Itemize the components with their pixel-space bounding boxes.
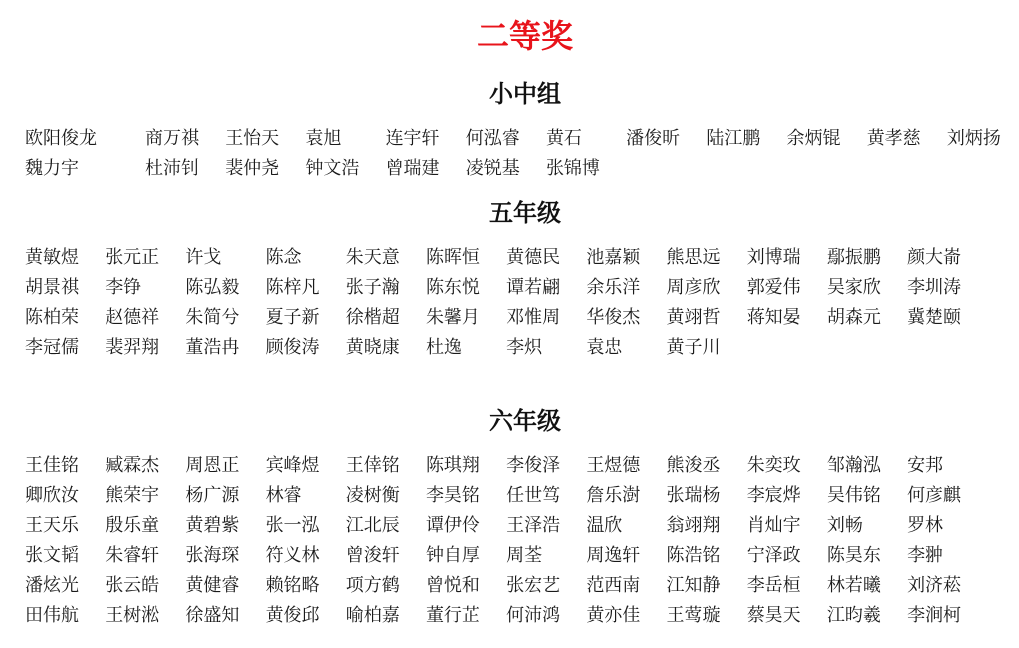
name-item: 蒋知晏 <box>746 307 801 328</box>
name-item: 黄碧紫 <box>185 515 240 536</box>
group-heading-small-middle: 小中组 <box>489 79 561 108</box>
name-item: 黄俊邱 <box>265 605 320 626</box>
name-item: 吴伟铭 <box>826 485 881 506</box>
name-item: 黄健睿 <box>185 575 240 596</box>
name-item: 董行芷 <box>425 605 480 626</box>
name-item: 卿欣汝 <box>25 485 79 506</box>
name-item: 殷乐童 <box>105 515 160 536</box>
name-item: 熊思远 <box>666 247 721 268</box>
name-item: 王佳铭 <box>25 455 79 476</box>
name-item: 胡景祺 <box>25 277 79 298</box>
name-item: 朱馨月 <box>425 307 480 328</box>
name-item: 罗林 <box>907 515 944 536</box>
name-item: 郭爱伟 <box>746 277 801 298</box>
name-item: 凌锐基 <box>465 158 520 179</box>
name-item: 蔡昊天 <box>746 605 801 626</box>
page-title: 二等奖 <box>476 17 573 55</box>
name-item: 黄亦佳 <box>586 605 641 626</box>
name-item: 张文韬 <box>25 545 79 566</box>
name-item: 项方鹤 <box>345 575 400 596</box>
name-item: 林若曦 <box>826 575 881 596</box>
name-item: 臧霖杰 <box>105 455 160 476</box>
name-item: 颜大嵛 <box>907 247 962 268</box>
name-item: 夏子新 <box>265 307 320 328</box>
name-item: 陈东悦 <box>425 277 480 298</box>
name-item: 吴家欣 <box>826 277 881 298</box>
name-item: 谭若翩 <box>506 277 561 298</box>
name-item: 王煜德 <box>586 455 641 476</box>
name-item: 田伟航 <box>25 605 79 626</box>
name-item: 何泓睿 <box>465 128 520 149</box>
name-item: 李冠儒 <box>25 337 79 358</box>
name-item: 任世笃 <box>506 485 561 506</box>
name-item: 袁旭 <box>305 128 342 149</box>
name-item: 王怡天 <box>225 128 280 149</box>
name-item: 黄敏煜 <box>25 247 79 268</box>
name-item: 刘畅 <box>826 515 863 536</box>
name-item: 陈浩铭 <box>666 545 721 566</box>
name-grid-grade-5 <box>25 243 987 363</box>
name-item: 江知静 <box>666 575 721 596</box>
name-item: 张子瀚 <box>345 277 400 298</box>
name-item: 安邦 <box>907 455 944 476</box>
name-item: 熊浚丞 <box>666 455 721 476</box>
name-item: 陈梓凡 <box>265 277 320 298</box>
name-item: 黄翊哲 <box>666 307 721 328</box>
name-item: 符义林 <box>265 545 320 566</box>
name-item: 余炳锟 <box>786 128 841 149</box>
name-item: 陈柏荣 <box>25 307 79 328</box>
name-item: 王泽浩 <box>506 515 561 536</box>
name-item: 胡森元 <box>826 307 881 328</box>
name-item: 张元正 <box>105 247 160 268</box>
name-item: 喻柏嘉 <box>345 605 400 626</box>
name-item: 朱天意 <box>345 247 400 268</box>
name-item: 陆江鹏 <box>706 128 761 149</box>
name-item: 周荃 <box>506 545 543 566</box>
name-item: 王天乐 <box>25 515 79 536</box>
name-item: 刘炳扬 <box>946 128 1001 149</box>
name-item: 温欣 <box>586 515 623 536</box>
name-item: 杜逸 <box>425 337 462 358</box>
name-item: 李昊铭 <box>425 485 480 506</box>
name-item: 肖灿宇 <box>746 515 801 536</box>
name-item: 凌树衡 <box>345 485 400 506</box>
name-item: 曾浚轩 <box>345 545 400 566</box>
name-item: 杨广源 <box>185 485 240 506</box>
name-item: 黄晓康 <box>345 337 400 358</box>
name-item: 杜沛钊 <box>145 158 199 179</box>
name-item: 陈晖恒 <box>425 247 480 268</box>
name-item: 江昀羲 <box>826 605 881 626</box>
name-item: 王树淞 <box>105 605 160 626</box>
name-item: 谭伊伶 <box>425 515 480 536</box>
name-item: 张云皓 <box>105 575 160 596</box>
name-item: 顾俊涛 <box>265 337 320 358</box>
name-item: 张宏艺 <box>506 575 561 596</box>
name-item: 周逸轩 <box>586 545 641 566</box>
name-item: 李宸烨 <box>746 485 801 506</box>
name-item: 李俊泽 <box>506 455 561 476</box>
name-item: 张海琛 <box>185 545 240 566</box>
name-item: 王倖铭 <box>345 455 400 476</box>
name-item: 陈昊东 <box>826 545 881 566</box>
name-item: 张瑞杨 <box>666 485 721 506</box>
name-item: 潘炫光 <box>25 575 79 596</box>
name-item: 朱简兮 <box>185 307 240 328</box>
name-item: 翁翊翔 <box>666 515 721 536</box>
name-item: 商万祺 <box>145 128 199 149</box>
name-item: 邹瀚泓 <box>826 455 881 476</box>
name-item: 王莺璇 <box>666 605 721 626</box>
name-item: 鄢振鹏 <box>826 247 881 268</box>
name-item: 许戈 <box>185 247 222 268</box>
name-item: 李岳桓 <box>746 575 801 596</box>
name-item: 李翀 <box>907 545 944 566</box>
name-item: 范西南 <box>586 575 641 596</box>
name-item: 曾悦和 <box>425 575 480 596</box>
name-item: 袁忠 <box>586 337 623 358</box>
name-item: 冀楚颐 <box>907 307 962 328</box>
name-item: 何彦麒 <box>907 485 962 506</box>
name-item: 余乐洋 <box>586 277 641 298</box>
name-item: 黄德民 <box>506 247 561 268</box>
name-item: 潘俊昕 <box>626 128 681 149</box>
name-item: 邓惟周 <box>506 307 561 328</box>
name-item: 赖铭略 <box>265 575 320 596</box>
name-item: 魏力宇 <box>25 158 79 179</box>
name-grid-small-middle <box>25 124 1019 184</box>
name-item: 林睿 <box>265 485 302 506</box>
name-item: 李涧柯 <box>907 605 962 626</box>
name-item: 江北辰 <box>345 515 400 536</box>
name-item: 黄石 <box>545 128 582 149</box>
name-item: 曾瑞建 <box>385 158 440 179</box>
name-item: 黄孝慈 <box>866 128 921 149</box>
name-item: 朱睿轩 <box>105 545 160 566</box>
name-item: 何沛鸿 <box>506 605 561 626</box>
name-item: 徐楷超 <box>345 307 400 328</box>
name-item: 宾峰煜 <box>265 455 320 476</box>
name-item: 华俊杰 <box>586 307 641 328</box>
name-item: 刘博瑞 <box>746 247 801 268</box>
name-item: 钟文浩 <box>305 158 360 179</box>
name-item: 詹乐澍 <box>586 485 641 506</box>
name-item: 钟自厚 <box>425 545 480 566</box>
name-grid-grade-6 <box>25 451 987 631</box>
name-item: 李炽 <box>506 337 543 358</box>
name-item: 徐盛知 <box>185 605 240 626</box>
name-item: 赵德祥 <box>105 307 160 328</box>
name-item: 陈琪翔 <box>425 455 480 476</box>
group-heading-grade-5: 五年级 <box>489 198 561 227</box>
name-item: 张一泓 <box>265 515 320 536</box>
name-item: 刘济菘 <box>907 575 962 596</box>
name-item: 周恩正 <box>185 455 240 476</box>
name-item: 朱奕玫 <box>746 455 801 476</box>
name-item: 陈念 <box>265 247 302 268</box>
name-item: 李铮 <box>105 277 142 298</box>
name-item: 熊荣宇 <box>105 485 160 506</box>
name-item: 裴羿翔 <box>105 337 160 358</box>
name-item: 裴仲尧 <box>225 158 280 179</box>
name-item: 连宇轩 <box>385 128 440 149</box>
name-item: 欧阳俊龙 <box>25 128 97 149</box>
name-item: 周彦欣 <box>666 277 721 298</box>
name-item: 陈弘毅 <box>185 277 240 298</box>
name-item: 池嘉颖 <box>586 247 641 268</box>
name-item: 李圳涛 <box>907 277 962 298</box>
name-item: 宁泽政 <box>746 545 801 566</box>
name-item: 董浩冉 <box>185 337 240 358</box>
group-heading-grade-6: 六年级 <box>489 406 561 435</box>
name-item: 黄子川 <box>666 337 721 358</box>
name-item: 张锦博 <box>545 158 600 179</box>
